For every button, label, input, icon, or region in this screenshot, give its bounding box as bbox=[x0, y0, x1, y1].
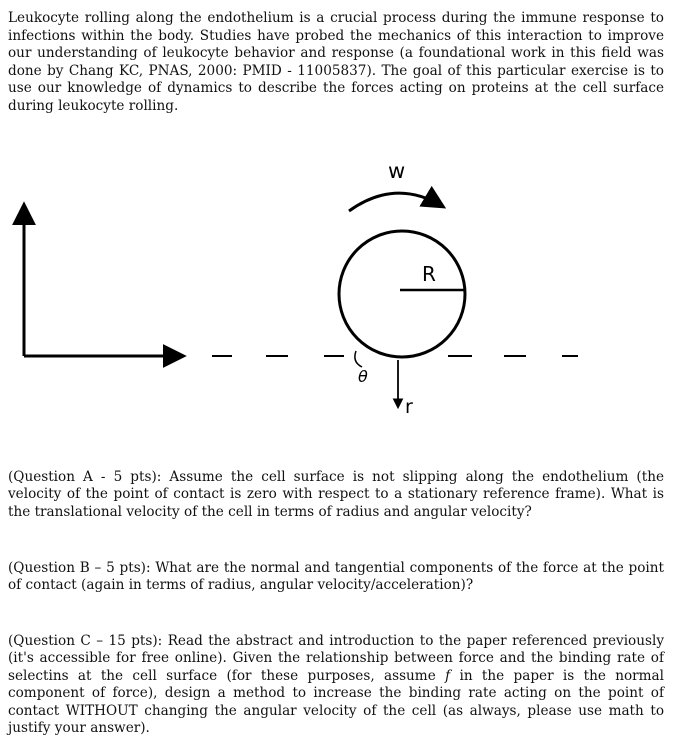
question-c bbox=[8, 633, 664, 737]
question-c-part-2: in the paper is the normal component of force), design a method to increase the binding rate acting on the point of contact WITHOUT changing the angular velocity of the cell (as always, please use math to justify your answer). bbox=[8, 667, 664, 737]
omega-label: w bbox=[388, 159, 406, 183]
intro-paragraph: Leukocyte rolling along the endothelium is a crucial process during the immune response to infections within the body. Studies have probed the mechanics of this interaction to improve our understanding of leukocyte behavior and response (a foundational work in this field was done by Chang KC, PNAS, 2000: PMID - 11005837). The goal of this particular exercise is to use our knowledge of dynamics to describe the forces acting on proteins at the cell surface during leukocyte rolling. bbox=[8, 10, 664, 114]
rotation-arrow bbox=[349, 193, 442, 211]
leukocyte-cell bbox=[339, 231, 465, 357]
question-c-part-1: (Question C – 15 pts): Read the abstract and introduction to the paper referenced previously (it's accessible for free online). Given the relationship between force and the binding rate of selectins at the cell surface (for these purposes, assume bbox=[8, 633, 664, 684]
r-label: r bbox=[405, 396, 413, 418]
question-b: (Question B – 5 pts): What are the normal and tangential components of the force at the point of contact (again in terms of radius, angular velocity/acceleration)? bbox=[8, 560, 664, 594]
rolling-cell-diagram bbox=[0, 150, 694, 440]
question-a: (Question A - 5 pts): Assume the cell surface is not slipping along the endothelium (the velocity of the point of contact is zero with respect to a stationary reference frame). What is the translational velocity of the cell in terms of radius and angular velocity? bbox=[8, 469, 664, 520]
question-c-f-symbol: f bbox=[445, 667, 451, 684]
theta-label: θ bbox=[358, 367, 368, 386]
theta-arc bbox=[355, 351, 362, 367]
radius-label: R bbox=[422, 262, 436, 286]
